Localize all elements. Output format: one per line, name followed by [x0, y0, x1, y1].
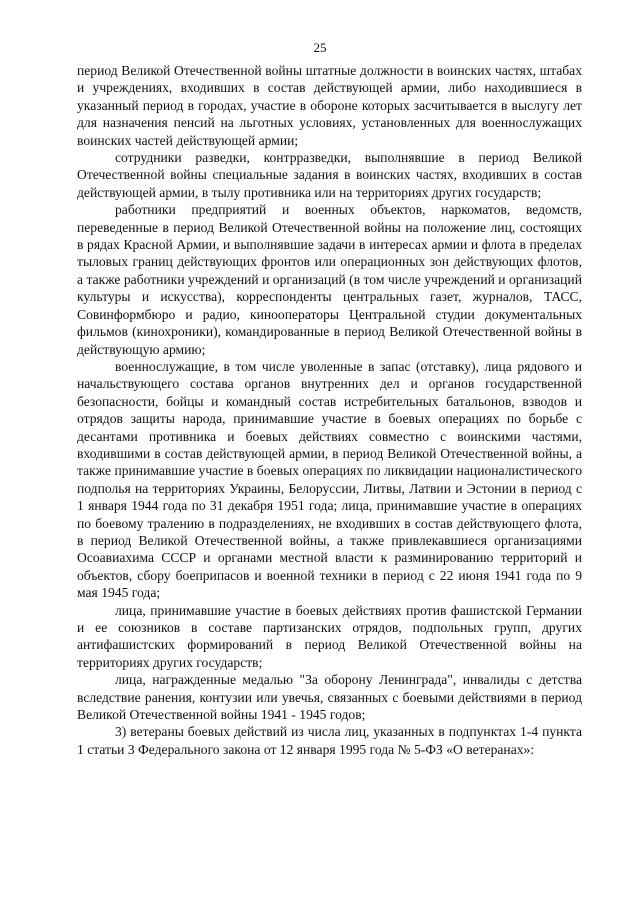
paragraph: сотрудники разведки, контрразведки, выполнявшие в период Великой Отечественной войны специальные задания в воинских частях, входивших в состав действующей армии, в тылу противника или на территориях других государств; — [77, 150, 582, 200]
paragraph: работники предприятий и военных объектов, наркоматов, ведомств, переведенные в период Великой Отечественной войны на положение лиц, состоящих в рядах Красной Армии, и выполнявшие задачи в интересах армии и флота в пределах тыловых границ действующих фронтов или операционных зон действующих флотов, а также работники учреждений и организаций (в том числе учреждений и организаций культуры и искусства), корреспонденты центральных газет, журналов, ТАСС, Совинформбюро и радио, кинооператоры Центральной студии документальных фильмов (кинохроники), командированные в период Великой Отечественной войны в действующую армию; — [77, 202, 582, 357]
paragraph: лица, принимавшие участие в боевых действиях против фашистской Германии и ее союзников в составе партизанских отрядов, подпольных групп, других антифашистских формирований в период Великой Отечественной войны на территориях других государств; — [77, 602, 582, 670]
paragraph: период Великой Отечественной войны штатные должности в воинских частях, штабах и учреждениях, входивших в состав действующей армии, либо находившиеся в указанный период в городах, участие в обороне которых засчитывается в выслугу лет для назначения пенсий на льготных условиях, установленных для военнослужащих воинских частей действующей армии; — [77, 63, 582, 148]
page-number: 25 — [313, 40, 327, 55]
paragraph: военнослужащие, в том числе уволенные в запас (отставку), лица рядового и начальствующего состава органов внутренних дел и органов государственной безопасности, бойцы и командный состав истребительных батальонов, взводов и отрядов защиты народа, принимавшие участие в боевых операциях по борьбе с десантами противника и боевых действиях совместно с воинскими частями, входившими в состав действующей армии, в период Великой Отечественной войны, а также принимавшие участие в боевых операциях по ликвидации националистического подполья на территориях Украины, Белоруссии, Литвы, Латвии и Эстонии в период с 1 января 1944 года по 31 декабря 1951 года; лица, принимавшие участие в операциях по боевому тралению в подразделениях, не входивших в состав действующего флота, в период Великой Отечественной войны, а также привлекавшиеся организациями Осоавиахима СССР и органами местной власти к разминированию территорий и объектов, сбору боеприпасов и военной техники в период с 22 июня 1941 года по 9 мая 1945 года; — [77, 358, 582, 601]
document-body — [77, 62, 582, 758]
paragraph: 3) ветераны боевых действий из числа лиц, указанных в подпунктах 1-4 пункта 1 статьи 3 Федерального закона от 12 января 1995 года № 5-ФЗ «О ветеранах»: — [77, 724, 582, 757]
paragraph: лица, награжденные медалью "За оборону Ленинграда", инвалиды с детства вследствие ранения, контузии или увечья, связанных с боевыми действиями в период Великой Отечественной войны 1941 - 1945 годов; — [77, 672, 582, 723]
